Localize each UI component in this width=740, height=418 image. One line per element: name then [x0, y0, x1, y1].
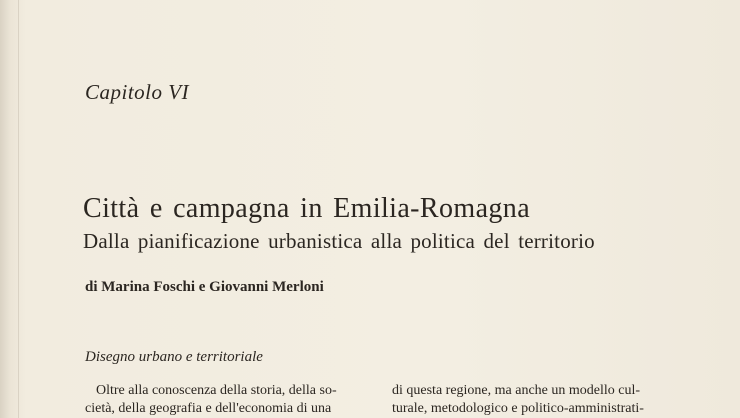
body-text-line: turale, metodologico e politico-amministrati- [392, 401, 644, 416]
chapter-subtitle: Dalla pianificazione urbanistica alla politica del territorio [83, 229, 595, 253]
page-fold-shadow [18, 0, 19, 418]
chapter-title: Città e campagna in Emilia-Romagna [83, 193, 531, 224]
body-text-line: di questa regione, ma anche un modello cul- [392, 383, 641, 398]
body-text-line: cietà, della geografia e dell'economia di una [85, 401, 332, 416]
author-byline: di Marina Foschi e Giovanni Merloni [85, 279, 324, 295]
section-heading: Disegno urbano e territoriale [85, 349, 263, 365]
body-text-line: Oltre alla conoscenza della storia, della so- [96, 383, 337, 398]
chapter-label: Capitolo VI [85, 80, 190, 104]
